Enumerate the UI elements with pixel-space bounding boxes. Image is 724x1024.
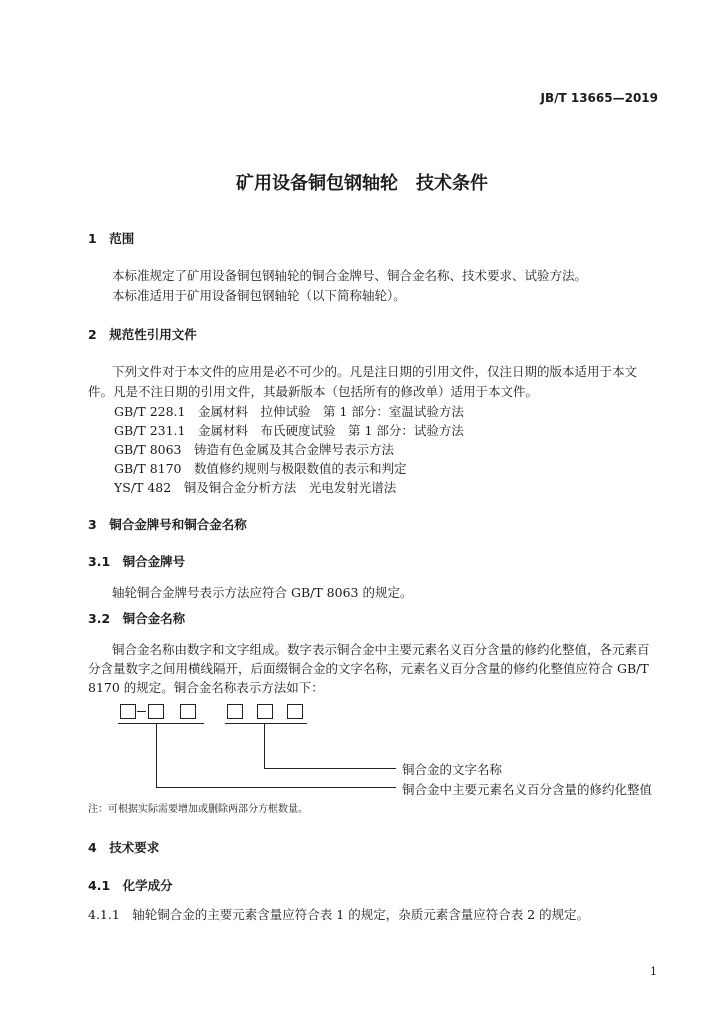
section-1-heading: 1 范围 bbox=[88, 231, 135, 246]
section-4-heading: 4 技术要求 bbox=[88, 840, 160, 855]
name-leader-horizontal bbox=[264, 768, 396, 769]
document-title: 矿用设备铜包钢轴轮 技术条件 bbox=[236, 173, 488, 194]
section-1-paragraph-1: 本标准规定了矿用设备铜包钢轴轮的铜合金牌号、铜合金名称、技术要求、试验方法。 bbox=[112, 268, 588, 283]
digit-box bbox=[148, 704, 164, 719]
digit-leader-horizontal bbox=[156, 787, 396, 788]
digit-leader-vertical bbox=[156, 723, 157, 788]
section-2-heading: 2 规范性引用文件 bbox=[88, 327, 197, 342]
dash-separator bbox=[137, 711, 146, 712]
name-box bbox=[257, 704, 273, 719]
section-2-intro-line-1: 下列文件对于本文件的应用是必不可少的。凡是注日期的引用文件，仅注日期的版本适用于本文 bbox=[112, 364, 638, 379]
diagram-label-digits: 铜合金中主要元素名义百分含量的修约化整值 bbox=[402, 782, 653, 797]
diagram-note: 注：可根据实际需要增加或删除两部分方框数量。 bbox=[88, 804, 308, 815]
name-box bbox=[227, 704, 243, 719]
name-group-underline bbox=[225, 723, 307, 724]
section-3-2-heading: 3.2 铜合金名称 bbox=[88, 611, 186, 626]
section-2-intro-line-2: 件。凡是不注日期的引用文件，其最新版本（包括所有的修改单）适用于本文件。 bbox=[88, 384, 539, 399]
reference-item: YS/T 482 铜及铜合金分析方法 光电发射光谱法 bbox=[114, 480, 397, 495]
section-3-2-line-1: 铜合金名称由数字和文字组成。数字表示铜合金中主要元素名义百分含量的修约化整值，各元素百 bbox=[112, 642, 650, 657]
reference-item: GB/T 228.1 金属材料 拉伸试验 第 1 部分：室温试验方法 bbox=[114, 404, 464, 419]
section-3-heading: 3 铜合金牌号和铜合金名称 bbox=[88, 517, 247, 532]
digit-box bbox=[120, 704, 136, 719]
digit-box bbox=[180, 704, 196, 719]
name-box bbox=[287, 704, 303, 719]
section-4-1-1-text: 4.1.1 轴轮铜合金的主要元素含量应符合表 1 的规定，杂质元素含量应符合表 2 的规定。 bbox=[88, 907, 590, 922]
reference-item: GB/T 8170 数值修约规则与极限数值的表示和判定 bbox=[114, 461, 407, 476]
section-3-1-heading: 3.1 铜合金牌号 bbox=[88, 554, 186, 569]
page-number: 1 bbox=[650, 965, 657, 978]
section-3-1-text: 轴轮铜合金牌号表示方法应符合 GB/T 8063 的规定。 bbox=[112, 585, 413, 600]
section-1-paragraph-2: 本标准适用于矿用设备铜包钢轴轮（以下简称轴轮）。 bbox=[112, 288, 406, 303]
section-4-1-heading: 4.1 化学成分 bbox=[88, 878, 173, 893]
section-3-2-line-2: 分含量数字之间用横线隔开，后面缀铜合金的文字名称，元素名义百分含量的修约化整值应符合 GB/T bbox=[88, 661, 649, 676]
digit-group-underline bbox=[118, 723, 204, 724]
reference-item: GB/T 231.1 金属材料 布氏硬度试验 第 1 部分：试验方法 bbox=[114, 423, 464, 438]
name-leader-vertical bbox=[264, 723, 265, 769]
section-3-2-line-3: 8170 的规定。铜合金名称表示方法如下： bbox=[88, 680, 324, 695]
reference-item: GB/T 8063 铸造有色金属及其合金牌号表示方法 bbox=[114, 442, 395, 457]
standard-code: JB/T 13665—2019 bbox=[540, 91, 658, 105]
diagram-label-name: 铜合金的文字名称 bbox=[402, 762, 503, 777]
